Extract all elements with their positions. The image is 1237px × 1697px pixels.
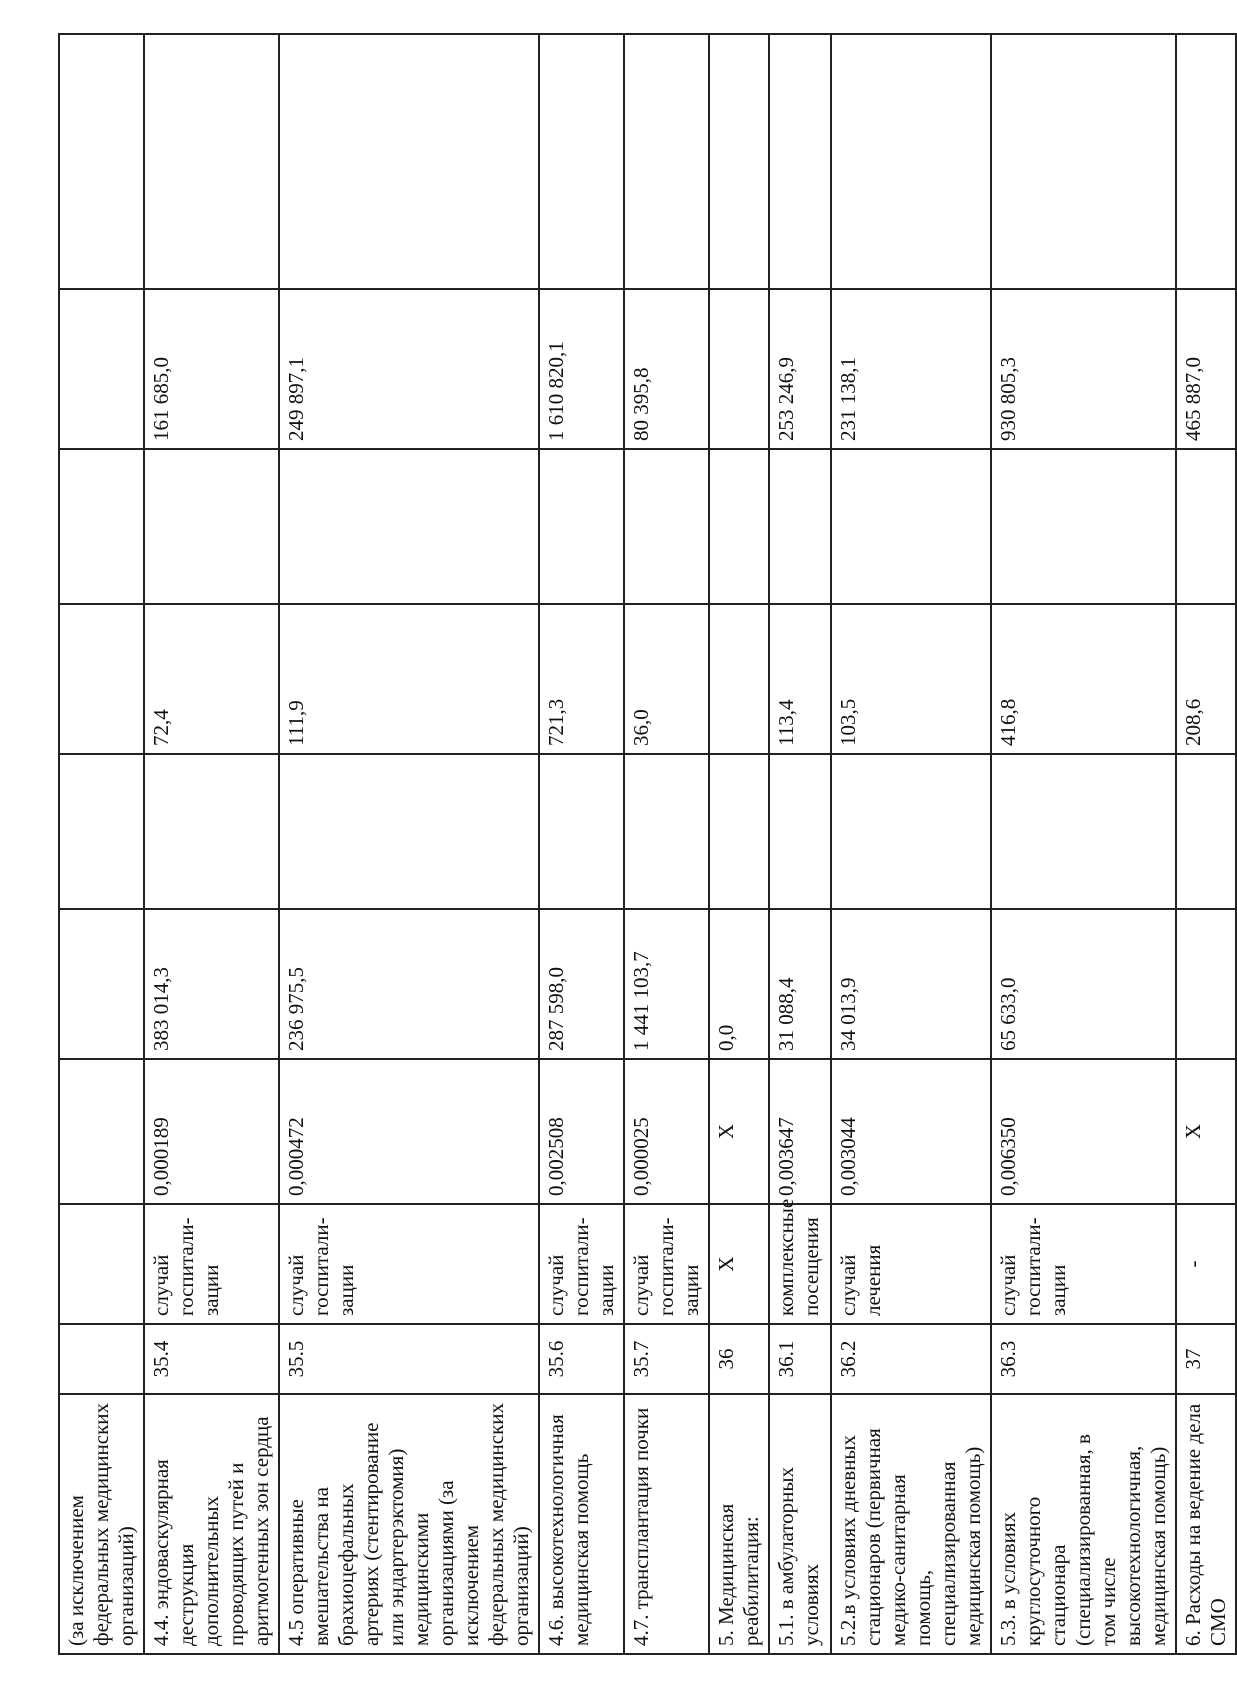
table-row xyxy=(769,34,831,1654)
norm-cost-cell: 34 013,9 xyxy=(831,909,991,1059)
row-name-cell: 5.2.в условиях дневных стационаров (первичная медико-санитарная помощь, специализированная медицинская помощь) xyxy=(831,1394,991,1654)
tariff-table xyxy=(58,33,1237,1655)
norm-cost-cell: 0,0 xyxy=(709,909,769,1059)
budget-total-cell xyxy=(624,449,709,604)
norm-volume-cell xyxy=(59,1059,144,1204)
table-row xyxy=(279,34,539,1654)
norm-volume-cell: 0,000472 xyxy=(279,1059,539,1204)
table-row xyxy=(709,34,769,1654)
oms-total-cell: 930 805,3 xyxy=(991,289,1176,449)
budget-total-cell xyxy=(709,449,769,604)
oms-total-cell: 231 138,1 xyxy=(831,289,991,449)
oms-per-capita-cell: 208,6 xyxy=(1176,604,1236,754)
share-cell xyxy=(624,34,709,289)
oms-per-capita-cell xyxy=(709,604,769,754)
budget-per-capita-cell xyxy=(279,754,539,909)
row-name-cell: 4.6. высокотехнологичная медицинская помощь xyxy=(539,1394,624,1654)
oms-per-capita-cell: 36,0 xyxy=(624,604,709,754)
table-row xyxy=(144,34,279,1654)
unit-cell: случай госпитали-зации xyxy=(991,1204,1176,1324)
budget-per-capita-cell xyxy=(831,754,991,909)
budget-total-cell xyxy=(539,449,624,604)
oms-total-cell xyxy=(709,289,769,449)
row-number-cell: 35.5 xyxy=(279,1324,539,1394)
norm-cost-cell: 287 598,0 xyxy=(539,909,624,1059)
oms-per-capita-cell: 111,9 xyxy=(279,604,539,754)
norm-volume-cell: 0,000025 xyxy=(624,1059,709,1204)
row-name-cell: 4.7. трансплантация почки xyxy=(624,1394,709,1654)
oms-total-cell: 1 610 820,1 xyxy=(539,289,624,449)
rotated-page xyxy=(58,35,1230,1655)
oms-total-cell: 80 395,8 xyxy=(624,289,709,449)
norm-cost-cell: 65 633,0 xyxy=(991,909,1176,1059)
share-cell xyxy=(279,34,539,289)
row-number-cell: 35.7 xyxy=(624,1324,709,1394)
oms-per-capita-cell xyxy=(59,604,144,754)
norm-volume-cell: 0,003044 xyxy=(831,1059,991,1204)
norm-cost-cell: 383 014,3 xyxy=(144,909,279,1059)
budget-total-cell xyxy=(769,449,831,604)
row-name-cell: 5.1. в амбулаторных условиях xyxy=(769,1394,831,1654)
table-row xyxy=(59,34,144,1654)
row-number-cell: 37 xyxy=(1176,1324,1236,1394)
row-name-cell: 5.3. в условиях круглосуточного стационара (специализированная, в том числе высокотехнологичная, медицинская помощь) xyxy=(991,1394,1176,1654)
unit-cell: комплексные посещения xyxy=(769,1204,831,1324)
row-name-cell: 5. Медицинская реабилитация: xyxy=(709,1394,769,1654)
budget-total-cell xyxy=(831,449,991,604)
unit-cell: случай госпитали-зации xyxy=(279,1204,539,1324)
budget-per-capita-cell xyxy=(539,754,624,909)
norm-volume-cell: X xyxy=(1176,1059,1236,1204)
oms-total-cell: 253 246,9 xyxy=(769,289,831,449)
table-row xyxy=(991,34,1176,1654)
table-row xyxy=(539,34,624,1654)
row-name-cell: (за исключением федеральных медицинских организаций) xyxy=(59,1394,144,1654)
row-name-cell: 4.5 оперативные вмешательства на брахиоцефальных артериях (стентирование или эндартерэктомия) медицинскими организациями (за исключением федеральных медицинских организаций) xyxy=(279,1394,539,1654)
row-number-cell: 36.3 xyxy=(991,1324,1176,1394)
table-row xyxy=(624,34,709,1654)
unit-cell: случай лечения xyxy=(831,1204,991,1324)
share-cell xyxy=(709,34,769,289)
norm-cost-cell: 1 441 103,7 xyxy=(624,909,709,1059)
oms-per-capita-cell: 721,3 xyxy=(539,604,624,754)
oms-total-cell: 249 897,1 xyxy=(279,289,539,449)
budget-per-capita-cell xyxy=(991,754,1176,909)
norm-volume-cell: X xyxy=(709,1059,769,1204)
budget-total-cell xyxy=(144,449,279,604)
row-number-cell: 35.6 xyxy=(539,1324,624,1394)
row-number-cell: 36 xyxy=(709,1324,769,1394)
share-cell xyxy=(769,34,831,289)
unit-cell: случай госпитали-зации xyxy=(539,1204,624,1324)
unit-cell: случай госпитали-зации xyxy=(144,1204,279,1324)
unit-cell: - xyxy=(1176,1204,1236,1324)
unit-cell xyxy=(59,1204,144,1324)
norm-volume-cell: 0,000189 xyxy=(144,1059,279,1204)
share-cell xyxy=(1176,34,1236,289)
norm-cost-cell: 236 975,5 xyxy=(279,909,539,1059)
oms-per-capita-cell: 113,4 xyxy=(769,604,831,754)
budget-per-capita-cell xyxy=(709,754,769,909)
oms-total-cell: 161 685,0 xyxy=(144,289,279,449)
budget-per-capita-cell xyxy=(144,754,279,909)
share-cell xyxy=(831,34,991,289)
budget-total-cell xyxy=(1176,449,1236,604)
budget-total-cell xyxy=(991,449,1176,604)
oms-per-capita-cell: 72,4 xyxy=(144,604,279,754)
norm-cost-cell xyxy=(59,909,144,1059)
row-number-cell xyxy=(59,1324,144,1394)
budget-total-cell xyxy=(279,449,539,604)
row-number-cell: 36.1 xyxy=(769,1324,831,1394)
table-row xyxy=(831,34,991,1654)
oms-per-capita-cell: 416,8 xyxy=(991,604,1176,754)
share-cell xyxy=(539,34,624,289)
oms-total-cell: 465 887,0 xyxy=(1176,289,1236,449)
row-name-cell: 6. Расходы на ведение дела СМО xyxy=(1176,1394,1236,1654)
budget-total-cell xyxy=(59,449,144,604)
norm-cost-cell xyxy=(1176,909,1236,1059)
norm-cost-cell: 31 088,4 xyxy=(769,909,831,1059)
oms-total-cell xyxy=(59,289,144,449)
row-number-cell: 36.2 xyxy=(831,1324,991,1394)
oms-per-capita-cell: 103,5 xyxy=(831,604,991,754)
share-cell xyxy=(991,34,1176,289)
row-name-cell: 4.4. эндоваскулярная деструкция дополнительных проводящих путей и аритмогенных зон сердца xyxy=(144,1394,279,1654)
table-row xyxy=(1176,34,1236,1654)
budget-per-capita-cell xyxy=(624,754,709,909)
row-number-cell: 35.4 xyxy=(144,1324,279,1394)
table-body xyxy=(59,34,1236,1654)
unit-cell: случай госпитали-зации xyxy=(624,1204,709,1324)
share-cell xyxy=(144,34,279,289)
budget-per-capita-cell xyxy=(1176,754,1236,909)
budget-per-capita-cell xyxy=(59,754,144,909)
norm-volume-cell: 0,006350 xyxy=(991,1059,1176,1204)
norm-volume-cell: 0,003647 xyxy=(769,1059,831,1204)
unit-cell: X xyxy=(709,1204,769,1324)
budget-per-capita-cell xyxy=(769,754,831,909)
norm-volume-cell: 0,002508 xyxy=(539,1059,624,1204)
share-cell xyxy=(59,34,144,289)
